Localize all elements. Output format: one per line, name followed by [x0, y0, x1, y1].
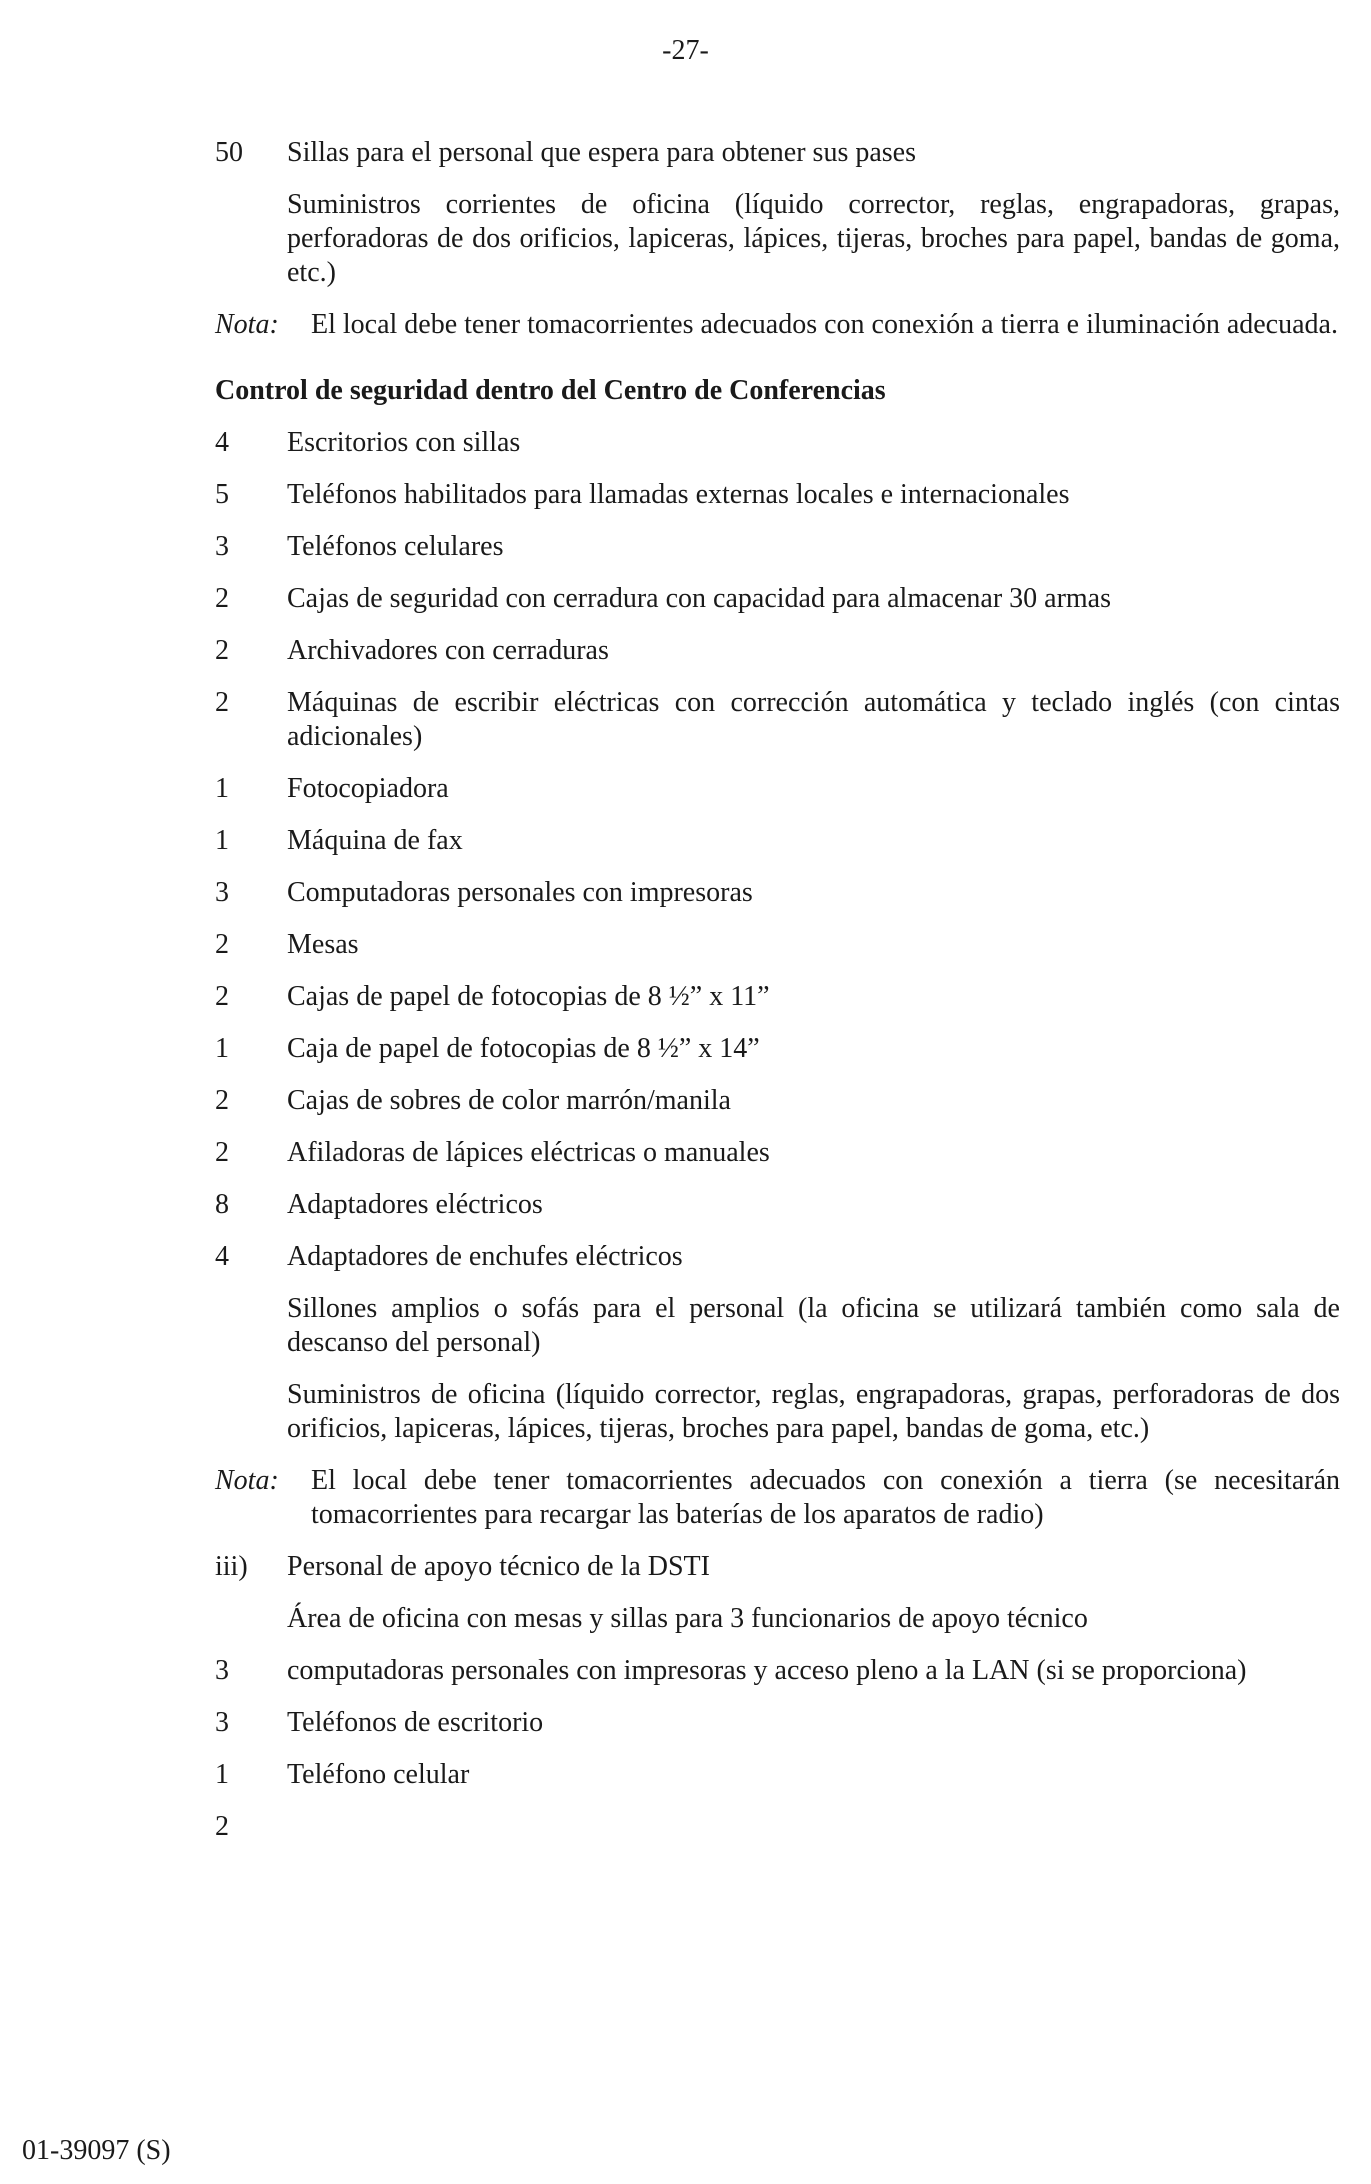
item-quantity: 1 — [215, 1759, 229, 1790]
supplies-paragraph: Suministros de oficina (líquido corrector, reglas, engrapadoras, grapas, perforadoras de dos orificios, lapiceras, lápices, tijeras, broches para papel, bandas de goma, etc.) — [287, 1379, 1340, 1444]
item-text: Cajas de sobres de color marrón/manila — [287, 1085, 731, 1116]
item-quantity: 3 — [215, 1655, 229, 1686]
item-text: Teléfonos de escritorio — [287, 1707, 544, 1738]
paragraph: Área de oficina con mesas y sillas para 3 funcionarios de apoyo técnico — [287, 1603, 1088, 1634]
item-text: Caja de papel de fotocopias de 8 ½” x 14” — [287, 1033, 760, 1064]
item-quantity: 3 — [215, 877, 229, 908]
note-text: El local debe tener tomacorrientes adecuados con conexión a tierra (se necesitarán tomacorrientes para recargar las baterías de los aparatos de radio) — [311, 1465, 1340, 1530]
item-text — [287, 1810, 1340, 1844]
list-item — [215, 1706, 1340, 1740]
item-text: Archivadores con cerraduras — [287, 635, 609, 666]
list-item — [215, 1758, 1340, 1792]
list-item — [215, 478, 1340, 512]
item-quantity: 2 — [215, 1137, 229, 1168]
subsection-label: iii) — [215, 1551, 248, 1582]
item-quantity: 5 — [215, 479, 229, 510]
item-quantity: 2 — [215, 981, 229, 1012]
item-text: Teléfono celular — [287, 1759, 470, 1790]
item-quantity: 3 — [215, 1707, 229, 1738]
note-label: Nota: — [215, 309, 279, 340]
subsection-text: Personal de apoyo técnico de la DSTI — [287, 1551, 710, 1582]
list-item — [215, 582, 1340, 616]
item-quantity: 2 — [215, 687, 229, 718]
list-item — [215, 1188, 1340, 1222]
item-text: Cajas de seguridad con cerradura con capacidad para almacenar 30 armas — [287, 583, 1112, 614]
list-item — [215, 980, 1340, 1014]
item-text: Fotocopiadora — [287, 773, 449, 804]
list-item — [215, 686, 1340, 754]
list-item — [215, 1084, 1340, 1118]
item-quantity: 1 — [215, 825, 229, 856]
item-text: Computadoras personales con impresoras — [287, 877, 753, 908]
item-text: Escritorios con sillas — [287, 427, 521, 458]
list-item — [215, 876, 1340, 910]
item-text: Teléfonos celulares — [287, 531, 504, 562]
item-text: Máquina de fax — [287, 825, 463, 856]
item-text: Mesas — [287, 929, 359, 960]
list-item — [215, 1240, 1340, 1274]
list-item — [215, 136, 1340, 170]
item-text: Máquinas de escribir eléctricas con corrección automática y teclado inglés (con cintas adicionales) — [287, 687, 1340, 752]
document-code: 01-39097 (S) — [22, 2135, 171, 2166]
item-text: Teléfonos habilitados para llamadas externas locales e internacionales — [287, 479, 1070, 510]
item-text: computadoras personales con impresoras y acceso pleno a la LAN (si se proporciona) — [287, 1655, 1247, 1686]
item-quantity: 2 — [215, 635, 229, 666]
item-quantity: 4 — [215, 427, 229, 458]
list-item — [215, 1654, 1340, 1688]
item-quantity: 2 — [215, 1085, 229, 1116]
note — [215, 308, 1340, 342]
item-quantity: 8 — [215, 1189, 229, 1220]
item-quantity: 2 — [215, 929, 229, 960]
list-item — [215, 1136, 1340, 1170]
paragraph: Sillones amplios o sofás para el personal (la oficina se utilizará también como sala de descanso del personal) — [287, 1293, 1340, 1358]
document-body — [215, 136, 1340, 1862]
item-text: Adaptadores eléctricos — [287, 1189, 543, 1220]
item-quantity: 2 — [215, 1811, 229, 1842]
section-heading: Control de seguridad dentro del Centro de Conferencias — [215, 375, 886, 406]
list-item — [215, 426, 1340, 460]
item-quantity: 4 — [215, 1241, 229, 1272]
supplies-paragraph: Suministros corrientes de oficina (líquido corrector, reglas, engrapadoras, grapas, perforadoras de dos orificios, lapiceras, lápices, tijeras, broches para papel, bandas de goma, etc.) — [287, 189, 1340, 288]
list-item — [215, 1032, 1340, 1066]
item-quantity: 3 — [215, 531, 229, 562]
note — [215, 1464, 1340, 1532]
item-text: Sillas para el personal que espera para obtener sus pases — [287, 137, 916, 168]
note-label: Nota: — [215, 1465, 279, 1496]
item-quantity: 1 — [215, 773, 229, 804]
list-item — [215, 530, 1340, 564]
list-item — [215, 1810, 1340, 1844]
item-quantity: 2 — [215, 583, 229, 614]
list-item — [215, 772, 1340, 806]
note-text: El local debe tener tomacorrientes adecuados con conexión a tierra e iluminación adecuada. — [311, 309, 1338, 340]
page-number: -27- — [662, 35, 709, 66]
list-item — [215, 928, 1340, 962]
item-quantity: 1 — [215, 1033, 229, 1064]
list-item — [215, 824, 1340, 858]
item-text: Adaptadores de enchufes eléctricos — [287, 1241, 683, 1272]
item-quantity: 50 — [215, 137, 243, 168]
item-text: Afiladoras de lápices eléctricas o manuales — [287, 1137, 770, 1168]
subsection-title — [215, 1550, 1340, 1584]
list-item — [215, 634, 1340, 668]
item-text: Cajas de papel de fotocopias de 8 ½” x 11” — [287, 981, 770, 1012]
